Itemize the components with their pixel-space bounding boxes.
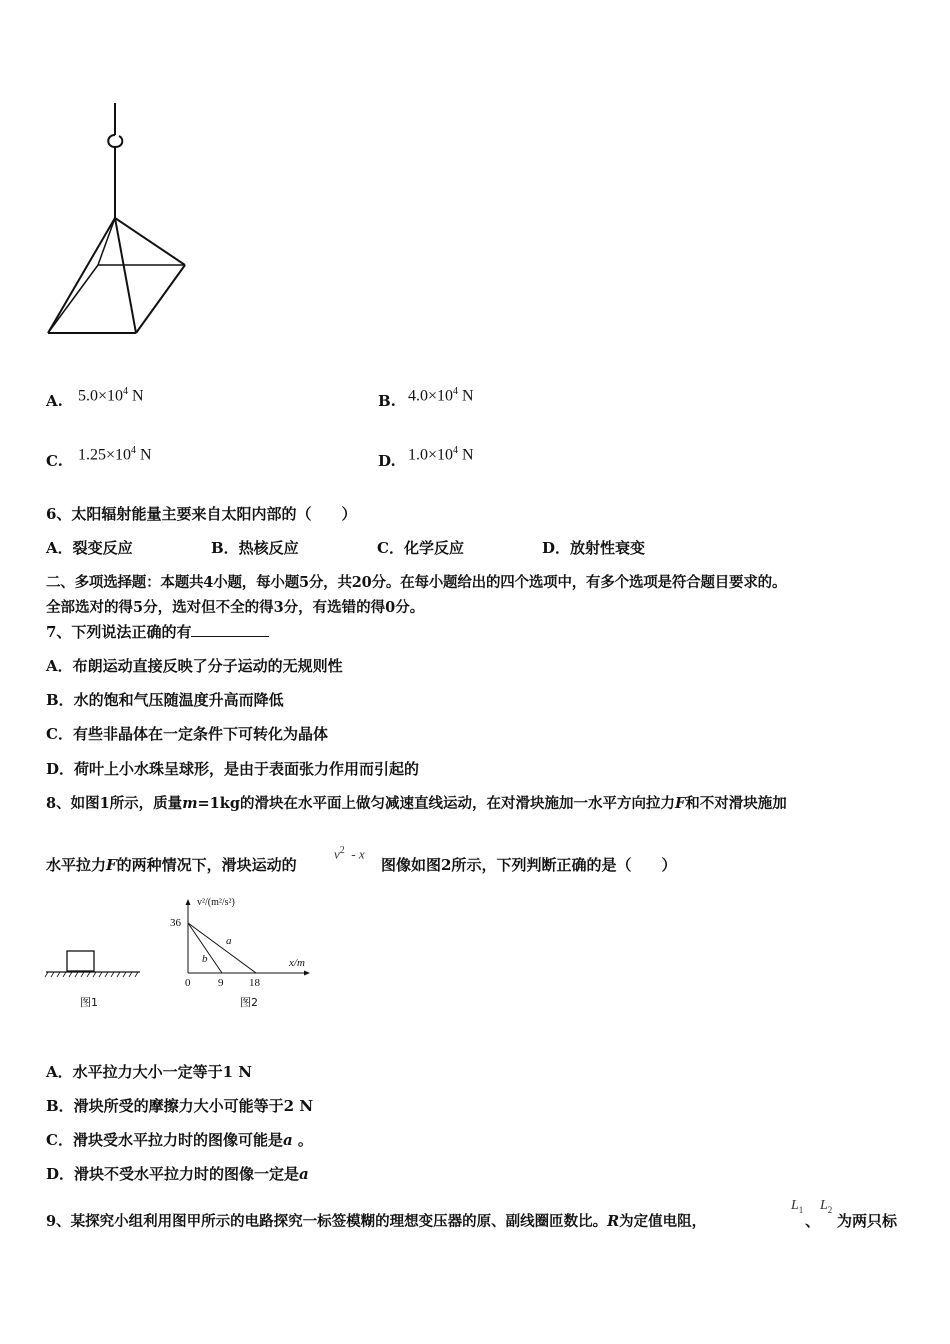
q9-stem: 9、某探究小组利用图甲所示的电路探究一标签模糊的理想变压器的原、副线圈匝数比。R为定值电阻， (46, 1213, 707, 1230)
q5-option-c-label: C. (46, 452, 63, 470)
q8-option-a[interactable]: A．水平拉力大小一定等于1 N (46, 1063, 253, 1081)
q6-stem: 6、太阳辐射能量主要来自太阳内部的（ ） (46, 505, 357, 523)
q7-option-d[interactable]: D．荷叶上小水珠呈球形，是由于表面张力作用而引起的 (46, 760, 420, 778)
q9-l1-symbol: $L_1$ (791, 1198, 804, 1215)
block (67, 951, 94, 971)
x-axis-arrow (304, 971, 310, 976)
q8-option-b[interactable]: B．滑块所受的摩擦力大小可能等于2 N (46, 1097, 314, 1115)
q7-option-c[interactable]: C．有些非晶体在一定条件下可转化为晶体 (46, 725, 328, 743)
q8-option-d[interactable]: D．滑块不受水平拉力时的图像一定是a (46, 1165, 309, 1183)
graph-line-b (188, 923, 222, 973)
section2-heading-line1: 二、多项选择题：本题共4小题，每小题5分，共20分。在每小题给出的四个选项中，有多个选项是符合题目要求的。 (46, 574, 787, 591)
q7-option-a[interactable]: A．布朗运动直接反映了分子运动的无规则性 (46, 657, 343, 675)
q8-figure2-graph (168, 895, 318, 990)
q8-graph-x-label: x/m (289, 957, 305, 969)
q8-graph-x-tick-9: 9 (218, 977, 224, 989)
q5-option-b-label: B. (378, 392, 396, 410)
q7-answer-blank[interactable] (191, 622, 269, 637)
q8-stem-line1: 8、如图1所示，质量m=1kg的滑块在水平面上做匀减速直线运动，在对滑块施加一水平方向拉力F和不对滑块施加 (46, 795, 787, 812)
q7-stem: 7、下列说法正确的有 (46, 621, 269, 642)
section2-heading-line2: 全部选对的得5分，选对但不全的得3分，有选错的得0分。 (46, 599, 425, 616)
q6-option-b[interactable]: B．热核反应 (211, 539, 299, 557)
q6-option-c[interactable]: C．化学反应 (377, 539, 464, 557)
graph-line-a (188, 923, 256, 973)
q8-graph-line-a-label: a (226, 935, 232, 947)
q8-graph-y-label: v²/(m²/s²) (197, 897, 235, 908)
q8-option-c[interactable]: C．滑块受水平拉力时的图像可能是a 。 (46, 1131, 313, 1149)
q8-figure1 (44, 945, 144, 985)
q6-option-d[interactable]: D．放射性衰变 (542, 539, 646, 557)
q5-option-c-value: $1.25\times 10^4$ N (78, 445, 152, 464)
q9-stem-tail: 为两只标 (837, 1212, 898, 1230)
q5-option-c[interactable] (46, 452, 63, 470)
q5-option-d-label: D. (378, 452, 396, 470)
q8-v2x-formula: $v^2$ - x (334, 845, 365, 862)
q5-option-a-value: $5.0\times 10^4$ N (78, 386, 144, 405)
q5-option-d-value: $1.0\times 10^4$ N (408, 445, 474, 464)
q5-option-b-value: $4.0\times 10^4$ N (408, 386, 474, 405)
q5-option-a-label: A. (46, 392, 63, 410)
q8-graph-x-tick-18: 18 (249, 977, 260, 989)
q8-stem-line2-tail: 图像如图2所示，下列判断正确的是（ ） (381, 856, 677, 874)
q5-option-a[interactable] (46, 392, 63, 410)
q8-stem-line2: 水平拉力F的两种情况下，滑块运动的 (46, 856, 297, 874)
q6-option-a[interactable]: A．裂变反应 (46, 539, 133, 557)
q9-l2-symbol: $L_2$ (820, 1198, 833, 1215)
y-axis-arrow (186, 899, 191, 905)
hanging-pyramid-figure (40, 95, 200, 345)
q8-graph-y-tick: 36 (170, 917, 181, 929)
q9-separator: 、 (805, 1212, 821, 1230)
q7-option-b[interactable]: B．水的饱和气压随温度升高而降低 (46, 691, 284, 709)
q5-option-b[interactable] (378, 392, 396, 410)
q8-graph-line-b-label: b (202, 953, 208, 965)
q8-graph-x-tick-0: 0 (185, 977, 191, 989)
q8-figure2-label: 图2 (240, 996, 258, 1009)
q8-figure1-label: 图1 (80, 996, 98, 1009)
q5-option-d[interactable] (378, 452, 396, 470)
